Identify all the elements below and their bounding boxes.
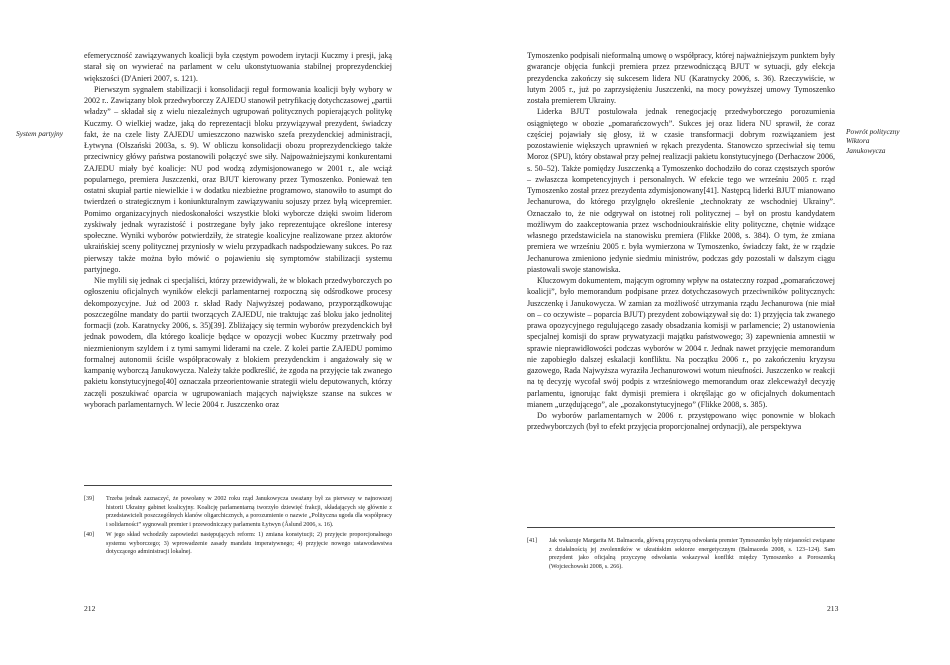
footnote-text: Jak wskazuje Margarita M. Balmaceda, główną przyczyną odwołania premier Tymoszenko były niejasności związane z działalnością jej zwolenników w ukraińskim sektorze energetycznym (Balmaceda 2008, s. 123–124). Sam prezydent jako oficjalną przyczynę odwołania wskazywał konflikt między Tymoszenko a Poroszenką (Wojciechowski 2008, s. 266). bbox=[549, 538, 835, 570]
footnote-number: [40] bbox=[84, 532, 95, 538]
right-body-text bbox=[527, 50, 835, 433]
footnote-text: W jego skład wchodziły zapowiedzi następujących reform: 1) zmiana konstytucji; 2) przyjęcie proporcjonalnego systemu wyborczego; 3) wprowadzenie zasady mandatu imperatywnego; 4) przyjęcie nowego ustawodawstwa dotyczącego administracji lokalnej. bbox=[106, 532, 392, 555]
paragraph: Pierwszym sygnałem stabilizacji i konsolidacji reguł formowania koalicji były wybory w 2002 r.. Zawiązany blok przedwyborczy ZAJEDU stanowił petryfikację dotychczasowej „partii władzy” – składał się z wielu niezależnych ugrupowań politycznych popierających politykę Kuczmy. O wielkiej wadze, jaką do reprezentacji bloku przywiązywał prezydent, świadczy fakt, że na czele listy ZAJEDU umieszczono nazwisko szefa prezydenckiej administracji, Łytwyna (Olszański 2003a, s. 9). W obliczu konsolidacji obozu proprezydenckiego także przeciwnicy główy państwa postanowili połączyć swe siły. Najpoważniejszymi konkurentami ZAJEDU miały być koalicje: NU pod wodzą zdymisjonowanego w 2001 r., ale wciąż popularnego, premiera Juszczenki, oraz BJUT kierowany przez Tymoszenko. Ponieważ ten ostatni skupiał partie niewielkie i w dodatku niezbieżne programowo, stanowiło to asumpt do twierdzeń o strategicznym i koniunkturalnym zawiązywaniu sojuszy przez byłą wicepremier. Pomimo organizacyjnych niedoskonałości wszystkie bloki wyborcze dzięki swoim liderom zyskiwały jednak wyrazistość i postrzegane były jako reprezentujące określone interesy społeczne. Wyniki wyborów potwierdziły, że strategie koalicyjne realizowane przez aktorów ukraińskiej sceny politycznej przyniosły w wielu przypadkach nadspodziewany sukces. Po raz pierwszy także można było mówić o pojawieniu się symptomów stabilizacji systemu partyjnego. bbox=[84, 84, 392, 274]
footnote-rule bbox=[84, 485, 392, 486]
margin-note-left: System partyjny bbox=[16, 129, 63, 138]
footnote-text: Trzeba jednak zaznaczyć, że powołany w 2002 roku rząd Janukowycza uważany był za pierwszy w najnowszej historii Ukrainy gabinet koalicyjny. Koalicję parlamentarną tworzyło dziewięć frakcji, składających się głównie z przedstawicieli poszczególnych klanów oligarchicznych, a porozumienie o nazwie „Polityczna ugoda dla współpracy i solidarności” sygnowali premier i przewodniczący parlamentu Łytwyn (Åslund 2006, s. 16). bbox=[106, 496, 392, 528]
footnote bbox=[84, 495, 392, 529]
left-body-text bbox=[84, 50, 392, 410]
page-number-left: 212 bbox=[84, 604, 96, 613]
footnote-number: [41] bbox=[527, 538, 538, 544]
paragraph: Kluczowym dokumentem, mającym ogromny wpływ na ostateczny rozpad „pomarańczowej koalicji”, było memorandum podpisane przez dotychczasowych przeciwników politycznych: Juszczenkę i Janukowycza. W zamian za możliwość utrzymania rządu Jechanurowa (nie miał on – co oczywiste – poparcia BJUT) prezydent zobowiązywał się do: 1) przyjęcia tak zwanego prawa opozycyjnego regulującego zasady obsadzania komisji w parlamencie; 2) ustanowienia specjalnej komisji do spraw prywatyzacji majątku państwowego; 3) zapewnienia amnestii w sprawie nieprawidłowości podczas wyborów w 2004 r. Jednak nawet przyjęcie memorandum nie zapobiegło dalszej eskalacji konfliktu. Na początku 2006 r., po zakończeniu kryzysu gazowego, Rada Najwyższa wyraziła Jechanurowowi wotum nieufności. Juszczenko w reakcji na tę decyzję wycofał swój podpis z wrześniowego memorandum oraz zlekceważył decyzję parlamentu, ignorując fakt dymisji premiera i okręślając go w oficjalnych dokumentach mianem „urzędującego”, ale „pozakonstytucyjnego” (Flikke 2008, s. 385). bbox=[527, 276, 835, 409]
right-page bbox=[475, 0, 950, 665]
footnote bbox=[527, 537, 835, 571]
left-footnotes bbox=[84, 485, 392, 559]
paragraph: efemeryczność zawiązywanych koalicji była częstym powodem irytacji Kuczmy i presji, jaką starał się on wywierać na parlament w celu ukonstytuowania stabilnej proprezydenckiej większości (D'Anieri 2007, s. 121). bbox=[84, 51, 392, 83]
margin-note-right: Powrót polityczny Wiktora Janukowycza bbox=[846, 127, 900, 155]
paragraph: Tymoszenko podpisali nieformalną umowę o współpracy, której najważniejszym punktem były gwarancje objęcia funkcji premiera przez przewodniczącą BJUT w sytuacji, gdy elekcja prezydencka zakończy się sukcesem lidera NU (Karatnycky 2006, s. 36). Rzeczywiście, w lutym 2005 r., już po zaprzysiężeniu Juszczenki, na mocy powyższej umowy Tymoszenko została premierem Ukrainy. bbox=[527, 51, 835, 105]
right-footnotes bbox=[527, 527, 835, 573]
paragraph: Liderka BJUT postulowała jednak renegocjację przedwyborczego porozumienia osiągniętego w obozie „pomarańczowych”. Sukces jej oraz lidera NU sprawił, że coraz częściej pojawiały się głosy, iż w czasie transformacji dobrym rozwiązaniem jest pozostawienie większych uprawnień w rękach prezydenta. Stanowczo sprzeciwiał się temu Moroz (SPU), który obstawał przy pełnej realizacji pakietu konstytucyjnego (Derhaczow 2006, s. 50–52). Także pomiędzy Juszczenką a Tymoszenko dochodziło do coraz częstszych sporów – zwłaszcza kompetencyjnych i personalnych. W efekcie tego we wrześniu 2005 r. rząd Tymoszenko został przez prezydenta zdymisjonowany[41]. Następcą liderki BJUT mianowano Jechanurowa, do którego przylgnęło określenie „technokraty ze wschodniej Ukrainy”. Oznaczało to, że nie odgrywał on istotnej roli politycznej – był on prostu kandydatem możliwym do zaakceptowania przez wschodnioukraińskie elity polityczne, chętnie widzące własnego przedstawiciela na stanowisku premiera (Flikke 2008, s. 384). O tym, że zmiana premiera we wrześniu 2005 r. była wymierzona w Tymoszenko, świadczy fakt, że w rządzie Jechanurowa zmieniono jedynie siedmiu ministrów, podczas gdy pozostali w dalszym ciągu piastowali swoje stanowiska. bbox=[527, 107, 835, 274]
page-number-right: 213 bbox=[827, 604, 839, 613]
paragraph: Nie mylili się jednak ci specjaliści, którzy przewidywali, że w blokach przedwyborczych po ogłoszeniu oficjalnych wyników elekcji parlamentarnej rozpoczną się odśrodkowe procesy dekompozycyjne. Już od 2003 r. skład Rady Najwyższej podawano, przyporządkowując poszczególne mandaty do partii tworzących ZAJEDU, nie traktując zaś bloku jako jednolitej formacji (zob. Karatnycky 2006, s. 35)[39]. Zbliżający się termin wyborów prezydenckich był jednak powodem, dla którego koalicje będące w opozycji wobec Kuczmy przetrwały pod niezmienionym szyldem i z tymi samymi liderami na czele. Z kolei partie ZAJEDU pomimo formalnej autonomii ściśle współpracowały z blokiem prezydenckim i angażowały się w kampanię wyborczą Janukowycza. Należy także podkreślić, że zgoda na przyjęcie tak zwanego pakietu konstytucyjnego[40] oznaczała przeorientowanie strategii wielu deputowanych, którzy zaczęli poszukiwać oparcia w ugrupowaniach mających największe szanse na sukces w wyborach parlamentarnych. W lecie 2004 r. Juszczenko oraz bbox=[84, 276, 392, 409]
footnote-rule bbox=[527, 527, 835, 528]
footnote bbox=[84, 531, 392, 557]
footnote-number: [39] bbox=[84, 496, 95, 502]
paragraph: Do wyborów parlamentarnych w 2006 r. przystępowano więc ponownie w blokach przedwyborczych (był to efekt przyjęcia proporcjonalnej ordynacji), ale perspektywa bbox=[527, 411, 835, 432]
